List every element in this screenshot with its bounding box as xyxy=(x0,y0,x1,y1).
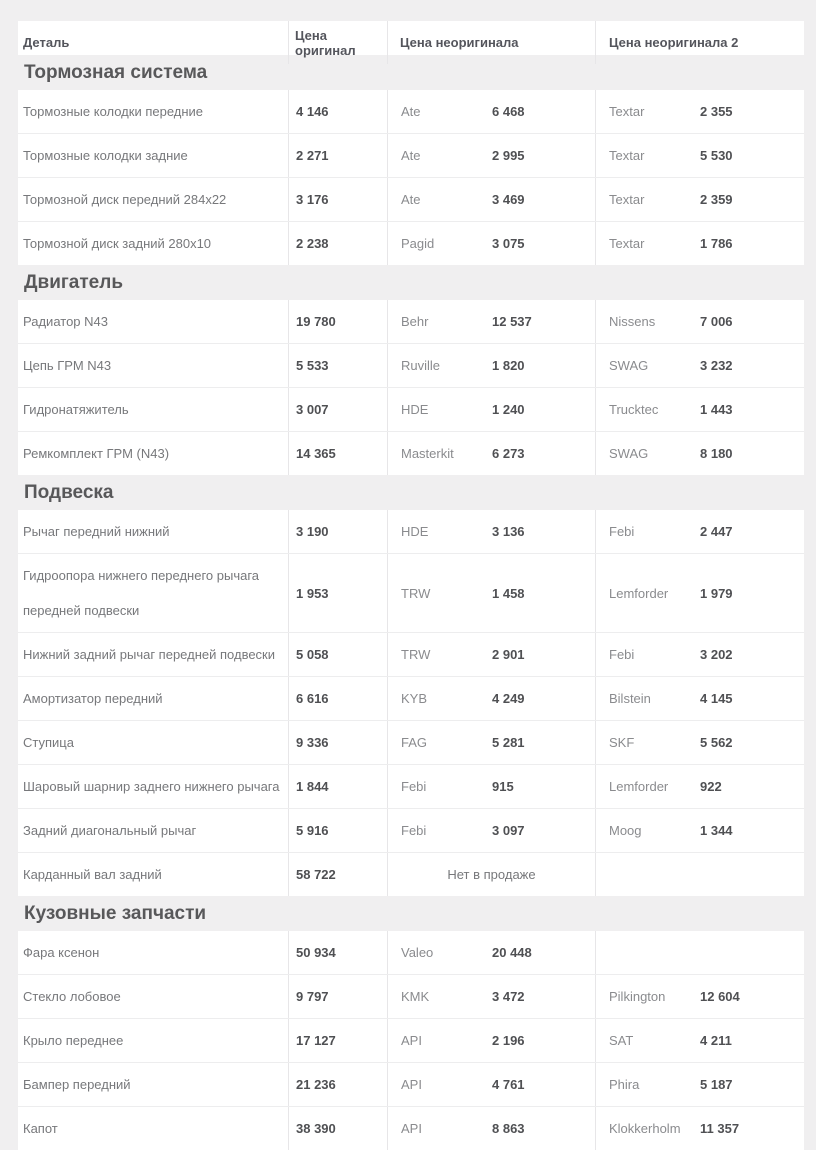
price1: 12 537 xyxy=(492,314,532,329)
part-name: Шаровый шарнир заднего нижнего рычага xyxy=(23,779,280,794)
part-name: Карданный вал задний xyxy=(23,867,162,882)
table-section xyxy=(18,475,804,896)
section-title: Двигатель xyxy=(24,271,123,293)
part-name: Амортизатор передний xyxy=(23,691,163,706)
part-name-cell xyxy=(18,975,288,1018)
part-name: Рычаг передний нижний xyxy=(23,524,170,539)
table-row xyxy=(18,431,804,475)
original-price: 3 007 xyxy=(296,402,329,417)
aftermarket2-cell xyxy=(595,1063,804,1106)
aftermarket1-cell xyxy=(387,853,595,896)
price2: 5 562 xyxy=(700,735,733,750)
price1: 6 468 xyxy=(492,104,525,119)
price1: 1 820 xyxy=(492,358,525,373)
original-price-cell xyxy=(288,388,387,431)
part-name: Тормозной диск задний 280x10 xyxy=(23,236,212,251)
price1: 1 240 xyxy=(492,402,525,417)
aftermarket1-cell xyxy=(387,134,595,177)
aftermarket2-cell xyxy=(595,809,804,852)
section-rows xyxy=(18,90,804,265)
original-price: 2 238 xyxy=(296,236,329,251)
table-row xyxy=(18,632,804,676)
brand1: Masterkit xyxy=(401,446,454,461)
brand1: Ate xyxy=(401,148,421,163)
aftermarket2-cell xyxy=(595,931,804,974)
part-name-cell xyxy=(18,300,288,343)
aftermarket1-cell xyxy=(387,721,595,764)
table-row xyxy=(18,221,804,265)
header-aftermarket2-label: Цена неоригинала 2 xyxy=(609,35,739,50)
part-name-cell xyxy=(18,1063,288,1106)
aftermarket1-cell xyxy=(387,300,595,343)
brand2: Febi xyxy=(609,647,635,662)
header-cell-aftermarket2-price xyxy=(595,21,804,64)
brand1: FAG xyxy=(401,735,428,750)
table-row xyxy=(18,177,804,221)
brand1: Febi xyxy=(401,823,427,838)
aftermarket1-cell xyxy=(387,931,595,974)
header-original-label: Цена оригинал xyxy=(295,27,356,58)
original-price-cell xyxy=(288,554,387,632)
original-price-cell xyxy=(288,633,387,676)
header-part-label: Деталь xyxy=(23,35,70,50)
original-price: 19 780 xyxy=(296,314,336,329)
part-name: Тормозной диск передний 284x22 xyxy=(23,192,227,207)
aftermarket2-cell xyxy=(595,975,804,1018)
price2: 2 355 xyxy=(700,104,733,119)
original-price: 38 390 xyxy=(296,1121,336,1136)
part-name-cell xyxy=(18,677,288,720)
original-price-cell xyxy=(288,344,387,387)
part-name-cell xyxy=(18,90,288,133)
price1: 3 097 xyxy=(492,823,525,838)
aftermarket1-cell xyxy=(387,222,595,265)
original-price-cell xyxy=(288,975,387,1018)
price2: 1 443 xyxy=(700,402,733,417)
aftermarket2-cell xyxy=(595,1107,804,1150)
table-row xyxy=(18,676,804,720)
part-name-cell xyxy=(18,931,288,974)
price2: 922 xyxy=(700,779,722,794)
brand1: Valeo xyxy=(401,945,434,960)
aftermarket1-cell xyxy=(387,90,595,133)
brand1: Ate xyxy=(401,192,421,207)
brand2: Textar xyxy=(609,104,645,119)
aftermarket2-cell xyxy=(595,344,804,387)
original-price: 9 336 xyxy=(296,735,329,750)
header-cell-original-price xyxy=(288,21,387,64)
price1: 6 273 xyxy=(492,446,525,461)
part-name: Радиатор N43 xyxy=(23,314,108,329)
part-name-cell xyxy=(18,809,288,852)
part-name: Стекло лобовое xyxy=(23,989,121,1004)
aftermarket2-cell xyxy=(595,677,804,720)
brand1: HDE xyxy=(401,402,429,417)
original-price-cell xyxy=(288,178,387,221)
original-price: 3 176 xyxy=(296,192,329,207)
part-name: Задний диагональный рычаг xyxy=(23,823,197,838)
aftermarket2-cell xyxy=(595,222,804,265)
not-available-label: Нет в продаже xyxy=(447,867,536,882)
aftermarket2-cell xyxy=(595,432,804,475)
part-name: Гидроопора нижнего переднего рычага передней подвески xyxy=(23,568,260,618)
table-row xyxy=(18,1018,804,1062)
brand1: API xyxy=(401,1033,422,1048)
brand1: KMK xyxy=(401,989,430,1004)
aftermarket1-cell xyxy=(387,975,595,1018)
table-body xyxy=(18,55,804,1150)
part-name: Тормозные колодки задние xyxy=(23,148,188,163)
part-name-cell xyxy=(18,388,288,431)
price1: 3 136 xyxy=(492,524,525,539)
brand2: Klokkerholm xyxy=(609,1121,681,1136)
section-title: Кузовные запчасти xyxy=(24,902,207,924)
aftermarket1-cell xyxy=(387,510,595,553)
aftermarket2-cell xyxy=(595,633,804,676)
part-name-cell xyxy=(18,134,288,177)
price2: 5 530 xyxy=(700,148,733,163)
aftermarket2-cell xyxy=(595,554,804,632)
table-section xyxy=(18,896,804,1150)
brand1: TRW xyxy=(401,585,431,601)
brand1: Febi xyxy=(401,779,427,794)
price1: 5 281 xyxy=(492,735,525,750)
aftermarket1-cell xyxy=(387,432,595,475)
price1: 2 901 xyxy=(492,647,525,662)
aftermarket1-cell xyxy=(387,677,595,720)
brand2: Textar xyxy=(609,236,645,251)
price2: 3 202 xyxy=(700,647,733,662)
brand1: KYB xyxy=(401,691,428,706)
brand2: Nissens xyxy=(609,314,656,329)
original-price-cell xyxy=(288,300,387,343)
brand1: Ate xyxy=(401,104,421,119)
price1: 3 469 xyxy=(492,192,525,207)
brand2: Lemforder xyxy=(609,585,669,601)
table-row xyxy=(18,1106,804,1150)
table-row xyxy=(18,90,804,133)
aftermarket2-cell xyxy=(595,300,804,343)
brand2: SWAG xyxy=(609,358,649,373)
original-price: 14 365 xyxy=(296,446,336,461)
price2: 7 006 xyxy=(700,314,733,329)
table-section xyxy=(18,265,804,475)
original-price-cell xyxy=(288,222,387,265)
original-price: 5 533 xyxy=(296,358,329,373)
table-header-row xyxy=(18,21,804,58)
original-price-cell xyxy=(288,1107,387,1150)
original-price-cell xyxy=(288,931,387,974)
original-price-cell xyxy=(288,1019,387,1062)
price2: 5 187 xyxy=(700,1077,733,1092)
table-row xyxy=(18,553,804,632)
section-rows xyxy=(18,300,804,475)
original-price-cell xyxy=(288,134,387,177)
header-cell-aftermarket1-price xyxy=(387,21,595,64)
part-name-cell xyxy=(18,222,288,265)
brand1: Pagid xyxy=(401,236,435,251)
section-title: Подвеска xyxy=(24,481,114,503)
price2: 11 357 xyxy=(700,1121,740,1136)
table-row xyxy=(18,133,804,177)
aftermarket2-cell xyxy=(595,388,804,431)
table-row xyxy=(18,852,804,896)
aftermarket1-cell xyxy=(387,1107,595,1150)
section-rows xyxy=(18,510,804,896)
original-price: 58 722 xyxy=(296,867,336,882)
brand1: API xyxy=(401,1077,422,1092)
original-price: 1 844 xyxy=(296,779,329,794)
price2: 2 359 xyxy=(700,192,733,207)
original-price-cell xyxy=(288,765,387,808)
part-name-cell xyxy=(18,432,288,475)
parts-price-table xyxy=(18,21,804,1150)
original-price: 5 058 xyxy=(296,647,329,662)
original-price: 6 616 xyxy=(296,691,329,706)
part-name: Гидронатяжитель xyxy=(23,402,129,417)
original-price: 9 797 xyxy=(296,989,329,1004)
part-name: Бампер передний xyxy=(23,1077,131,1092)
price1: 3 472 xyxy=(492,989,525,1004)
part-name-cell xyxy=(18,633,288,676)
price2: 12 604 xyxy=(700,989,740,1004)
part-name: Ремкомплект ГРМ (N43) xyxy=(23,446,170,461)
price2: 1 979 xyxy=(700,585,733,601)
part-name-cell xyxy=(18,1107,288,1150)
brand2: Febi xyxy=(609,524,635,539)
brand2: Textar xyxy=(609,148,645,163)
part-name-cell xyxy=(18,178,288,221)
part-name: Фара ксенон xyxy=(23,945,100,960)
aftermarket2-cell xyxy=(595,853,804,896)
price1: 8 863 xyxy=(492,1121,525,1136)
header-aftermarket1-label: Цена неоригинала xyxy=(400,35,519,50)
table-row xyxy=(18,808,804,852)
aftermarket1-cell xyxy=(387,178,595,221)
original-price-cell xyxy=(288,90,387,133)
brand2: SAT xyxy=(609,1033,634,1048)
price2: 4 145 xyxy=(700,691,733,706)
table-row xyxy=(18,764,804,808)
brand1: API xyxy=(401,1121,422,1136)
brand2: Phira xyxy=(609,1077,640,1092)
aftermarket2-cell xyxy=(595,721,804,764)
table-row xyxy=(18,300,804,343)
price2: 8 180 xyxy=(700,446,733,461)
original-price-cell xyxy=(288,1063,387,1106)
price1: 4 761 xyxy=(492,1077,525,1092)
original-price-cell xyxy=(288,432,387,475)
part-name: Капот xyxy=(23,1121,58,1136)
price2: 2 447 xyxy=(700,524,733,539)
brand2: SKF xyxy=(609,735,635,750)
original-price: 5 916 xyxy=(296,823,329,838)
section-title: Тормозная система xyxy=(24,61,208,83)
original-price: 2 271 xyxy=(296,148,329,163)
brand2: Lemforder xyxy=(609,779,669,794)
original-price: 17 127 xyxy=(296,1033,336,1048)
price1: 2 196 xyxy=(492,1033,525,1048)
part-name-cell xyxy=(18,853,288,896)
price1: 915 xyxy=(492,779,514,794)
part-name: Цепь ГРМ N43 xyxy=(23,358,112,373)
header-cell-part xyxy=(18,21,288,64)
brand1: Ruville xyxy=(401,358,441,373)
part-name-cell xyxy=(18,765,288,808)
original-price: 4 146 xyxy=(296,104,329,119)
section-rows xyxy=(18,931,804,1150)
price2: 3 232 xyxy=(700,358,733,373)
price1: 3 075 xyxy=(492,236,525,251)
price1: 2 995 xyxy=(492,148,525,163)
brand1: Behr xyxy=(401,314,429,329)
table-row xyxy=(18,387,804,431)
table-row xyxy=(18,974,804,1018)
part-name-cell xyxy=(18,344,288,387)
price2: 1 344 xyxy=(700,823,733,838)
brand1: TRW xyxy=(401,647,431,662)
original-price-cell xyxy=(288,510,387,553)
aftermarket1-cell xyxy=(387,633,595,676)
part-name: Тормозные колодки передние xyxy=(23,104,204,119)
table-row xyxy=(18,1062,804,1106)
aftermarket1-cell xyxy=(387,1019,595,1062)
price2: 1 786 xyxy=(700,236,733,251)
aftermarket1-cell xyxy=(387,1063,595,1106)
part-name-cell xyxy=(18,554,288,632)
price1: 1 458 xyxy=(492,585,525,601)
original-price-cell xyxy=(288,809,387,852)
aftermarket1-cell xyxy=(387,809,595,852)
table-row xyxy=(18,931,804,974)
aftermarket1-cell xyxy=(387,765,595,808)
aftermarket2-cell xyxy=(595,765,804,808)
price1: 20 448 xyxy=(492,945,532,960)
original-price: 3 190 xyxy=(296,524,329,539)
original-price-cell xyxy=(288,853,387,896)
part-name: Крыло переднее xyxy=(23,1033,124,1048)
part-name-cell xyxy=(18,721,288,764)
table-row xyxy=(18,720,804,764)
part-name: Нижний задний рычаг передней подвески xyxy=(23,647,276,662)
aftermarket1-cell xyxy=(387,554,595,632)
brand2: Moog xyxy=(609,823,642,838)
aftermarket1-cell xyxy=(387,344,595,387)
original-price-cell xyxy=(288,721,387,764)
aftermarket2-cell xyxy=(595,510,804,553)
original-price: 1 953 xyxy=(296,585,329,601)
brand1: HDE xyxy=(401,524,429,539)
brand2: Trucktec xyxy=(609,402,659,417)
table-section xyxy=(18,55,804,265)
aftermarket1-cell xyxy=(387,388,595,431)
price1: 4 249 xyxy=(492,691,525,706)
original-price: 50 934 xyxy=(296,945,336,960)
original-price: 21 236 xyxy=(296,1077,336,1092)
aftermarket2-cell xyxy=(595,90,804,133)
brand2: SWAG xyxy=(609,446,649,461)
table-row xyxy=(18,343,804,387)
brand2: Bilstein xyxy=(609,691,651,706)
table-row xyxy=(18,510,804,553)
part-name-cell xyxy=(18,1019,288,1062)
aftermarket2-cell xyxy=(595,178,804,221)
aftermarket2-cell xyxy=(595,1019,804,1062)
aftermarket2-cell xyxy=(595,134,804,177)
price2: 4 211 xyxy=(700,1033,732,1048)
brand2: Textar xyxy=(609,192,645,207)
part-name: Ступица xyxy=(23,735,74,750)
part-name-cell xyxy=(18,510,288,553)
original-price-cell xyxy=(288,677,387,720)
brand2: Pilkington xyxy=(609,989,666,1004)
